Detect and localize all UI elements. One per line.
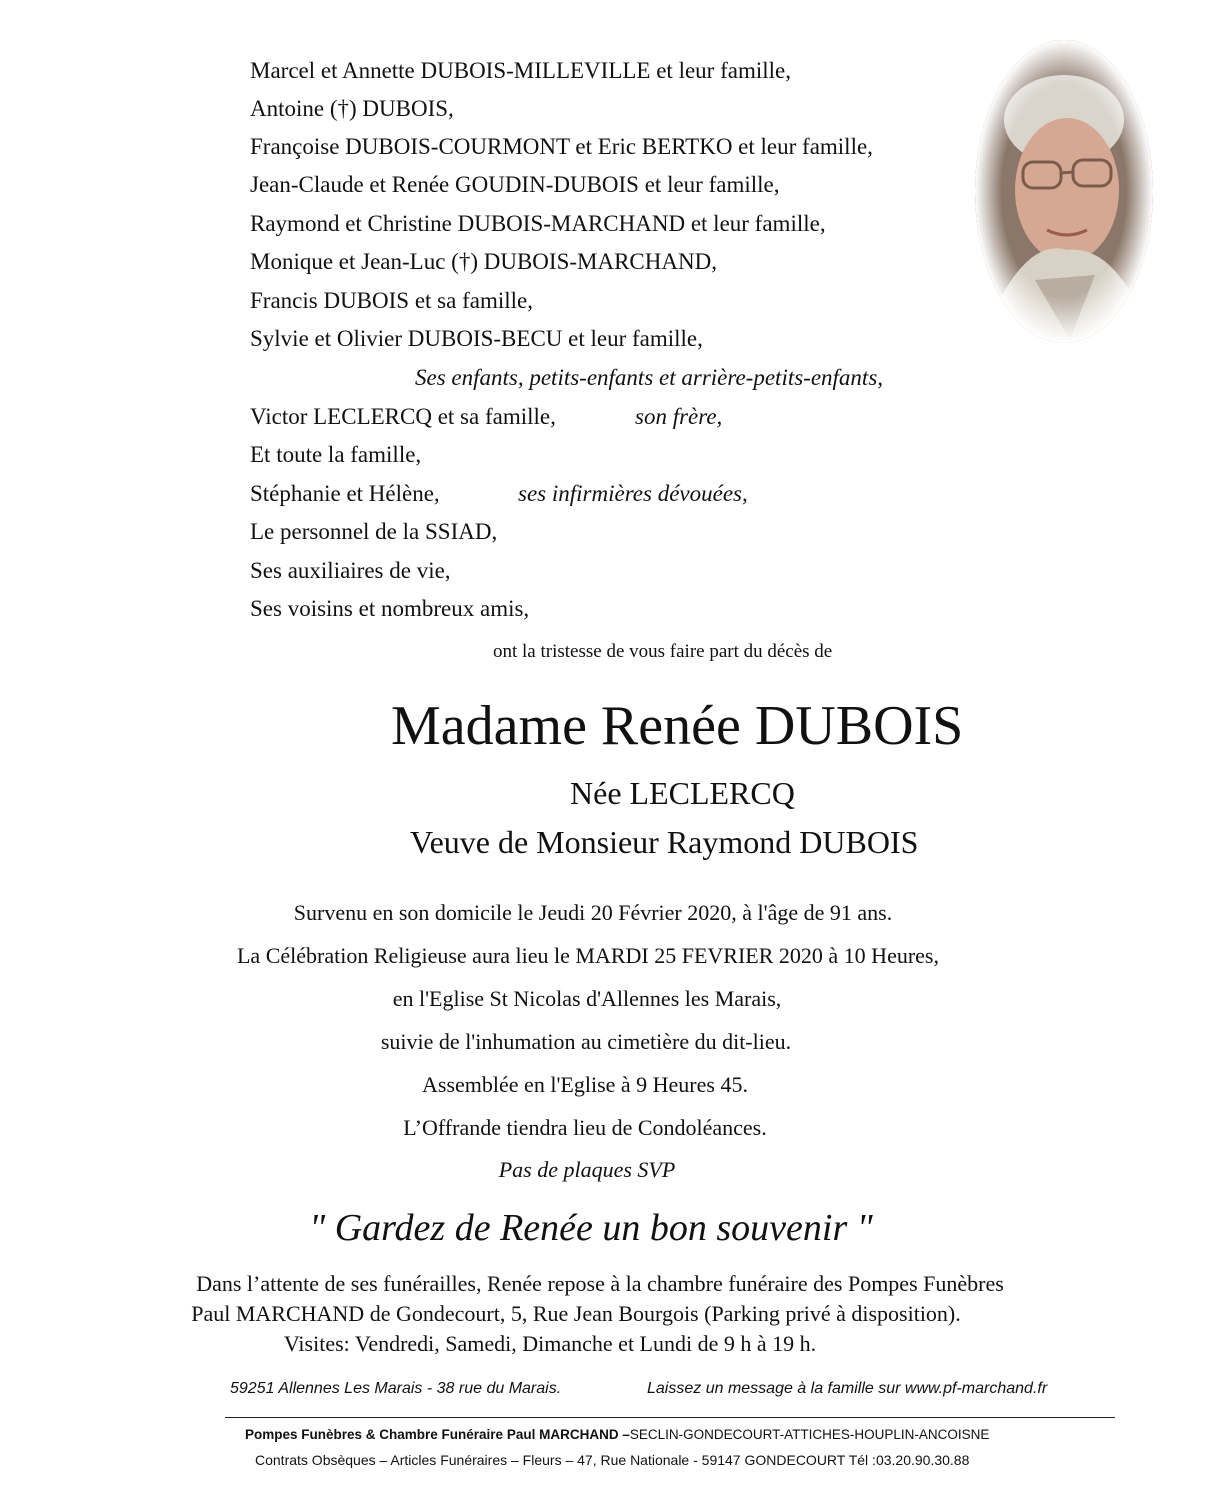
footer-towns: SECLIN-GONDECOURT-ATTICHES-HOUPLIN-ANCOISNE — [629, 1427, 990, 1442]
children-label: Ses enfants, petits-enfants et arrière-petits-enfants, — [415, 365, 884, 390]
nurses-line — [250, 482, 440, 505]
nurses-name: Stéphanie et Hélène — [250, 481, 434, 506]
footer-services: Contrats Obsèques – Articles Funéraires – Fleurs – 47, Rue Nationale - 59147 GONDECOURT Tél :03.20.90.30.88 — [255, 1452, 970, 1468]
detail-line: en l'Eglise St Nicolas d'Allennes les Marais, — [392, 986, 782, 1011]
announce-line: ont la tristesse de vous faire part du décès de — [493, 641, 833, 662]
portrait-illustration — [975, 40, 1153, 343]
no-plaques-note: Pas de plaques SVP — [498, 1157, 676, 1182]
portrait-photo — [975, 40, 1153, 343]
family-line: Françoise DUBOIS-COURMONT et Eric BERTKO et leur famille, — [250, 134, 873, 159]
nurses-comma: , — [433, 481, 440, 506]
family-line: Monique et Jean-Luc (†) DUBOIS-MARCHAND, — [250, 249, 717, 274]
family-line: Raymond et Christine DUBOIS-MARCHAND et leur famille, — [250, 211, 826, 236]
family-line: Jean-Claude et Renée GOUDIN-DUBOIS et leur famille, — [250, 172, 780, 197]
footer-divider — [225, 1417, 1115, 1418]
family-line: Antoine (†) DUBOIS, — [250, 96, 454, 121]
detail-line: Assemblée en l'Eglise à 9 Heures 45. — [422, 1072, 748, 1097]
visit-line: Paul MARCHAND de Gondecourt, 5, Rue Jean Bourgois (Parking privé à disposition). — [191, 1301, 961, 1326]
footer-company-line — [245, 1427, 989, 1442]
brother-role: son frère, — [635, 404, 723, 429]
visit-line: Dans l’attente de ses funérailles, Renée repose à la chambre funéraire des Pompes Funèbres — [196, 1271, 1004, 1296]
all-family-line: Et toute la famille, — [250, 442, 422, 467]
brother-comma: , — [550, 404, 556, 429]
others-line: Ses voisins et nombreux amis, — [250, 596, 530, 621]
others-line: Ses auxiliaires de vie, — [250, 558, 451, 583]
family-line: Francis DUBOIS et sa famille, — [250, 288, 533, 313]
others-line: Le personnel de la SSIAD, — [250, 519, 498, 544]
detail-line: La Célébration Religieuse aura lieu le MARDI 25 FEVRIER 2020 à 10 Heures, — [236, 943, 939, 968]
message-link[interactable]: Laissez un message à la famille sur www.pf-marchand.fr — [647, 1380, 1048, 1397]
detail-line: L’Offrande tiendra lieu de Condoléances. — [403, 1115, 767, 1140]
family-line: Sylvie et Olivier DUBOIS-BECU et leur famille, — [250, 326, 703, 351]
brother-name: Victor LECLERCQ et sa famille — [250, 404, 551, 429]
memorial-quote: " Gardez de Renée un bon souvenir " — [309, 1207, 873, 1249]
detail-line: Survenu en son domicile le Jeudi 20 Février 2020, à l'âge de 91 ans. — [293, 900, 893, 925]
nurses-role: ses infirmières dévouées, — [518, 481, 748, 506]
deceased-maiden-name: Née LECLERCQ — [570, 775, 795, 811]
deceased-name: Madame Renée DUBOIS — [391, 695, 964, 757]
detail-line: suivie de l'inhumation au cimetière du dit-lieu. — [380, 1029, 792, 1054]
footer-company: Pompes Funèbres & Chambre Funéraire Paul MARCHAND – — [245, 1427, 630, 1442]
family-address: 59251 Allennes Les Marais - 38 rue du Marais. — [230, 1380, 562, 1397]
deceased-widow-of: Veuve de Monsieur Raymond DUBOIS — [410, 824, 919, 860]
brother-line — [250, 405, 556, 428]
family-line: Marcel et Annette DUBOIS-MILLEVILLE et leur famille, — [250, 58, 791, 83]
visit-line: Visites: Vendredi, Samedi, Dimanche et Lundi de 9 h à 19 h. — [283, 1331, 817, 1356]
